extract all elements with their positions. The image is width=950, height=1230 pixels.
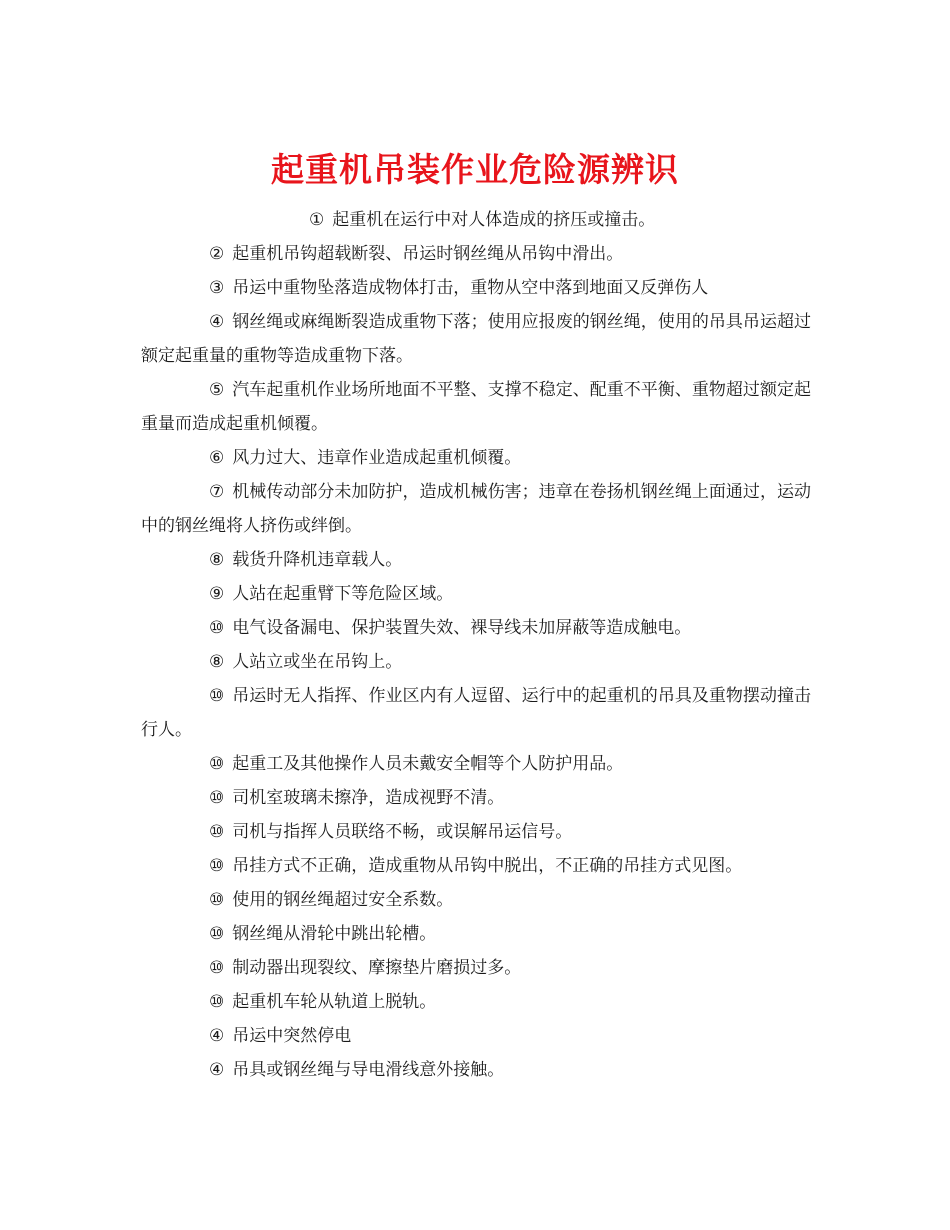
item-number: ⑩ — [209, 992, 225, 1012]
item-text: 汽车起重机作业场所地面不平整、支撑不稳定、配重不平衡、重物超过额定起重量而造成起重机倾覆。 — [141, 380, 811, 434]
item-number: ⑩ — [209, 856, 225, 876]
list-item — [141, 781, 811, 815]
item-number: ③ — [209, 278, 225, 298]
item-number: ⑧ — [209, 652, 225, 672]
item-number: ⑩ — [209, 924, 225, 944]
item-text: 钢丝绳或麻绳断裂造成重物下落；使用应报废的钢丝绳，使用的吊具吊运超过额定起重量的重物等造成重物下落。 — [141, 312, 811, 366]
item-number: ⑧ — [209, 550, 225, 570]
list-item — [141, 577, 811, 611]
item-text: 载货升降机违章载人。 — [232, 550, 403, 570]
list-item — [141, 747, 811, 781]
list-item — [141, 1053, 811, 1087]
list-item — [141, 237, 811, 271]
list-item — [141, 373, 811, 441]
item-text: 司机室玻璃未擦净，造成视野不清。 — [232, 788, 505, 808]
item-text: 吊运时无人指挥、作业区内有人逗留、运行中的起重机的吊具及重物摆动撞击行人。 — [141, 686, 811, 740]
list-item — [141, 849, 811, 883]
item-text: 吊挂方式不正确，造成重物从吊钩中脱出，不正确的吊挂方式见图。 — [232, 856, 743, 876]
item-number: ① — [309, 210, 325, 230]
item-number: ⑩ — [209, 822, 225, 842]
list-item — [141, 611, 811, 645]
list-item — [141, 645, 811, 679]
list-item — [141, 543, 811, 577]
item-text: 吊运中突然停电 — [232, 1026, 352, 1046]
item-number: ⑩ — [209, 754, 225, 774]
item-text: 人站在起重臂下等危险区域。 — [232, 584, 454, 604]
item-text: 起重机吊钩超载断裂、吊运时钢丝绳从吊钩中滑出。 — [232, 244, 624, 264]
list-item — [141, 441, 811, 475]
hazard-list — [141, 203, 811, 1087]
item-text: 吊运中重物坠落造成物体打击，重物从空中落到地面又反弹伤人 — [232, 278, 709, 298]
item-number: ⑩ — [209, 618, 225, 638]
item-number: ④ — [209, 1060, 225, 1080]
item-text: 起重机车轮从轨道上脱轨。 — [232, 992, 437, 1012]
item-number: ④ — [209, 312, 225, 332]
item-number: ⑦ — [209, 482, 225, 502]
list-item — [141, 679, 811, 747]
item-text: 电气设备漏电、保护装置失效、裸导线未加屏蔽等造成触电。 — [232, 618, 692, 638]
list-item — [141, 475, 811, 543]
list-item — [141, 271, 811, 305]
item-number: ⑩ — [209, 788, 225, 808]
item-text: 使用的钢丝绳超过安全系数。 — [232, 890, 454, 910]
page-title: 起重机吊装作业危险源辨识 — [271, 150, 679, 190]
item-number: ② — [209, 244, 225, 264]
list-item — [141, 305, 811, 373]
item-number: ④ — [209, 1026, 225, 1046]
item-text: 起重机在运行中对人体造成的挤压或撞击。 — [332, 210, 656, 230]
item-text: 吊具或钢丝绳与导电滑线意外接触。 — [232, 1060, 505, 1080]
item-text: 起重工及其他操作人员未戴安全帽等个人防护用品。 — [232, 754, 624, 774]
list-item — [141, 985, 811, 1019]
list-item — [141, 1019, 811, 1053]
item-text: 人站立或坐在吊钩上。 — [232, 652, 403, 672]
item-text: 制动器出现裂纹、摩擦垫片磨损过多。 — [232, 958, 522, 978]
item-text: 司机与指挥人员联络不畅，或误解吊运信号。 — [232, 822, 573, 842]
item-number: ⑩ — [209, 890, 225, 910]
item-text: 钢丝绳从滑轮中跳出轮槽。 — [232, 924, 437, 944]
item-number: ⑩ — [209, 958, 225, 978]
item-number: ⑥ — [209, 448, 225, 468]
list-item — [141, 883, 811, 917]
list-item — [141, 815, 811, 849]
item-text: 机械传动部分未加防护，造成机械伤害；违章在卷扬机钢丝绳上面通过，运动中的钢丝绳将人挤伤或绊倒。 — [141, 482, 811, 536]
item-number: ⑩ — [209, 686, 225, 706]
item-number: ⑨ — [209, 584, 225, 604]
item-number: ⑤ — [209, 380, 225, 400]
list-item — [141, 917, 811, 951]
item-text: 风力过大、违章作业造成起重机倾覆。 — [232, 448, 522, 468]
list-item — [141, 203, 811, 237]
list-item — [141, 951, 811, 985]
